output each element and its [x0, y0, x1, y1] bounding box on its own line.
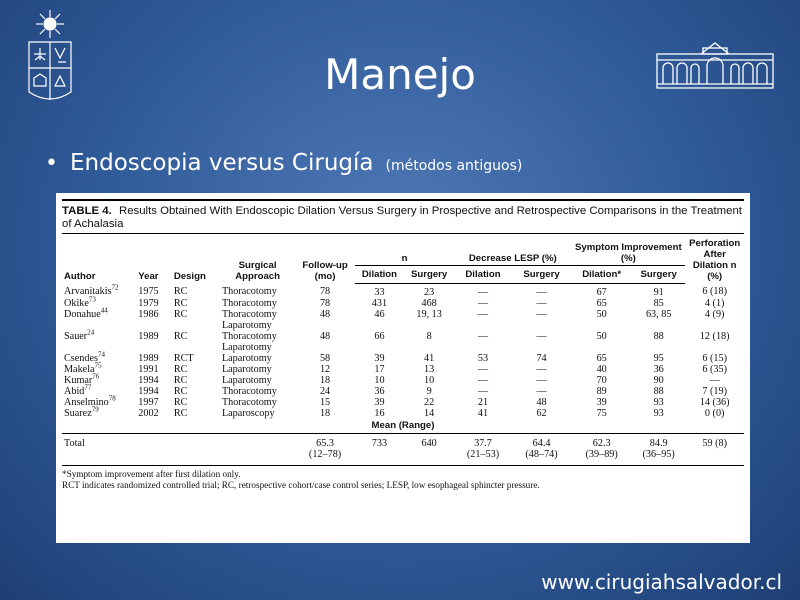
cell-author: Anselmino$^{78}$ — [64, 394, 116, 408]
cell-lesp-surg: — — [536, 286, 547, 298]
table-footnote — [62, 466, 744, 491]
bullet-dot-icon: • — [45, 151, 58, 176]
cell-author: Kumar$^{76}$ — [64, 372, 100, 386]
cell-year: 1989 — [138, 352, 159, 364]
cell-n-surg: 22 — [424, 396, 435, 408]
cell-n-surg: 13 — [424, 363, 435, 375]
cell-sym-dil: 67 — [596, 286, 607, 298]
table-label: TABLE 4. — [62, 205, 112, 217]
total-label: Total — [64, 437, 85, 449]
footnote-abbreviations: RCT indicates randomized controlled trial; RC, retrospective cohort/case control series; LESP, low esophageal sphincter pressure. — [62, 479, 540, 490]
cell-lesp-surg: 48 — [536, 396, 547, 408]
cell-author: Makela$^{75}$ — [64, 361, 102, 375]
cell-n-dil: 39 — [374, 352, 385, 364]
cell-n-dil: 33 — [374, 286, 385, 298]
header-n-group: n — [355, 234, 454, 266]
cell-lesp-surg: 62 — [536, 407, 547, 419]
total-symptom-dilation: 62.3 (39–89) — [585, 437, 618, 460]
header-lesp-dilation: Dilation — [454, 265, 512, 283]
cell-approach: Thoracotomy — [221, 286, 277, 297]
cell-sym-surg: 88 — [653, 385, 664, 397]
bullet-sub-text: (métodos antiguos) — [385, 158, 523, 174]
cell-n-dil: 66 — [374, 330, 385, 342]
total-symptom-surgery: 84.9 (36–95) — [642, 437, 675, 460]
cell-lesp-surg: — — [536, 374, 547, 386]
cell-perf: 7 (19) — [702, 385, 727, 397]
cell-lesp-dil: — — [477, 363, 489, 375]
cell-sym-dil: 50 — [596, 308, 607, 320]
cell-author: Abid$^{77}$ — [64, 383, 92, 397]
total-n-dilation: 733 — [371, 437, 388, 449]
cell-lesp-surg: — — [536, 330, 547, 342]
cell-sym-dil: 70 — [596, 374, 607, 386]
cell-lesp-dil: — — [477, 286, 489, 298]
table-title: Results Obtained With Endoscopic Dilation Versus Surgery in Prospective and Retrospective Comparisons in the Treatment of Achalasia — [62, 205, 742, 230]
table-row — [62, 353, 744, 364]
cell-n-dil: 17 — [374, 363, 385, 375]
cell-design: RC — [173, 407, 188, 419]
cell-n-surg: 468 — [421, 297, 437, 309]
mean-range-row — [62, 419, 744, 434]
footnote-symptom: *Symptom improvement after first dilation only. — [62, 468, 241, 479]
cell-year: 1991 — [138, 363, 159, 375]
cell-perf: 4 (9) — [704, 308, 725, 320]
cell-followup: 24 — [319, 385, 331, 397]
cell-design: RC — [173, 308, 188, 320]
cell-lesp-dil: 41 — [477, 407, 489, 419]
cell-author: Sauer$^{24}$ — [64, 328, 95, 342]
cell-followup: 18 — [319, 407, 331, 419]
cell-sym-dil: 50 — [596, 330, 607, 342]
cell-design: RCT — [173, 352, 194, 364]
cell-lesp-dil: 21 — [477, 396, 489, 408]
cell-followup: 12 — [319, 363, 331, 375]
cell-year: 1986 — [138, 308, 159, 320]
cell-followup: 18 — [319, 374, 331, 386]
header-followup: Follow-up (mo) — [302, 260, 348, 282]
cell-author: Donahue$^{44}$ — [64, 306, 108, 320]
slide-title: Manejo — [324, 50, 476, 99]
cell-approach: Laparoscopy — [221, 407, 275, 419]
cell-author: Okike$^{73}$ — [64, 295, 96, 309]
cell-followup: 78 — [319, 286, 331, 297]
cell-year: 1994 — [138, 385, 159, 397]
cell-followup: 48 — [319, 308, 331, 320]
table-row — [62, 397, 744, 408]
cell-design: RC — [173, 363, 188, 375]
cell-n-dil: 39 — [374, 396, 385, 408]
cell-sym-surg: 90 — [653, 374, 664, 386]
cell-n-surg: 10 — [424, 374, 435, 386]
cell-approach: Thoracotomy Laparotomy — [221, 308, 277, 331]
cell-perf: 6 (15) — [702, 352, 727, 364]
header-symptom-surgery: Surgery — [632, 265, 685, 283]
cell-sym-surg: 95 — [653, 352, 664, 364]
cell-n-dil: 431 — [371, 297, 388, 309]
cell-sym-surg: 93 — [653, 396, 664, 408]
cell-year: 1994 — [138, 374, 159, 386]
header-symptom-dilation: Dilation* — [571, 265, 632, 283]
cell-year: 1975 — [138, 286, 159, 297]
table-row — [62, 283, 744, 298]
cell-n-surg: 8 — [426, 330, 432, 342]
total-n-surgery: 640 — [421, 437, 437, 449]
cell-sym-surg: 88 — [653, 330, 664, 342]
cell-design: RC — [173, 374, 188, 386]
cell-lesp-surg: — — [536, 385, 547, 397]
cell-lesp-surg: — — [536, 363, 547, 375]
cell-n-dil: 16 — [374, 407, 385, 419]
cell-perf: — — [709, 374, 720, 386]
mean-range-label: Mean (Range) — [62, 419, 744, 434]
cell-lesp-dil: — — [477, 297, 489, 309]
cell-sym-dil: 65 — [596, 297, 607, 309]
total-row — [62, 433, 744, 465]
table-caption — [62, 199, 744, 233]
cell-sym-dil: 75 — [596, 407, 607, 419]
cell-design: RC — [173, 330, 188, 342]
cell-year: 1997 — [138, 396, 159, 408]
results-table — [62, 233, 744, 466]
cell-lesp-surg: — — [536, 308, 547, 320]
cell-approach: Thoracotomy — [221, 297, 277, 309]
cell-sym-surg: 63, 85 — [645, 308, 672, 320]
table-row — [62, 375, 744, 386]
cell-n-dil: 36 — [374, 385, 385, 397]
cell-year: 1979 — [138, 297, 159, 309]
results-table-figure — [56, 193, 750, 543]
cell-approach: Thoracotomy Laparotomy — [221, 330, 277, 353]
cell-design: RC — [173, 396, 188, 408]
header-n-surgery: Surgery — [404, 265, 454, 283]
total-lesp-surgery: 64.4 (48–74) — [525, 437, 558, 460]
cell-design: RC — [173, 297, 188, 309]
bullet-item — [45, 150, 522, 176]
cell-design: RC — [173, 385, 188, 397]
cell-lesp-dil: — — [477, 308, 489, 320]
cell-followup: 78 — [319, 297, 331, 309]
cell-lesp-surg: 74 — [536, 352, 547, 364]
cell-approach: Laparotomy — [221, 363, 272, 375]
cell-perf: 6 (35) — [702, 363, 727, 375]
header-symptom-group: Symptom Improvement (%) — [571, 234, 685, 266]
cell-year: 2002 — [138, 407, 159, 419]
cell-lesp-dil: 53 — [477, 352, 489, 364]
header-year: Year — [138, 271, 159, 282]
cell-lesp-surg: — — [536, 297, 547, 309]
cell-n-dil: 46 — [374, 308, 385, 320]
header-approach: Surgical Approach — [235, 260, 280, 282]
cell-followup: 15 — [319, 396, 331, 408]
cell-author: Csendes$^{74}$ — [64, 350, 105, 364]
header-author: Author — [64, 271, 96, 282]
cell-followup: 48 — [319, 330, 331, 342]
bullet-main-text: Endoscopia versus Cirugía — [69, 150, 374, 176]
cell-n-surg: 14 — [424, 407, 435, 419]
cell-author: Suarez$^{79}$ — [64, 405, 99, 419]
cell-sym-surg: 36 — [653, 363, 664, 375]
cell-approach: Thoracotomy — [221, 385, 277, 397]
cell-followup: 58 — [319, 352, 331, 364]
cell-n-dil: 10 — [374, 374, 385, 386]
table-row — [62, 386, 744, 397]
table-body — [62, 283, 744, 465]
cell-sym-surg: 93 — [653, 407, 664, 419]
cell-perf: 14 (36) — [699, 396, 730, 408]
cell-perf: 6 (18) — [702, 286, 727, 297]
table-row — [62, 331, 744, 353]
cell-perf: 4 (1) — [704, 297, 725, 309]
cell-sym-dil: 40 — [596, 363, 607, 375]
cell-lesp-dil: — — [477, 374, 489, 386]
table-row — [62, 298, 744, 309]
cell-perf: 0 (0) — [704, 407, 725, 419]
cell-year: 1989 — [138, 330, 159, 342]
total-lesp-dilation: 37.7 (21–53) — [466, 437, 500, 460]
cell-sym-surg: 85 — [653, 297, 664, 309]
table-row — [62, 408, 744, 419]
cell-approach: Laparotomy — [221, 352, 272, 364]
cell-sym-dil: 65 — [596, 352, 607, 364]
total-perforation: 59 (8) — [702, 437, 727, 449]
cell-author: Arvanitakis$^{72}$ — [64, 283, 119, 297]
cell-n-surg: 23 — [424, 286, 435, 298]
header-n-dilation: Dilation — [355, 265, 404, 283]
cell-approach: Laparotomy — [221, 374, 272, 386]
table-row — [62, 309, 744, 331]
total-followup: 65.3 (12–78) — [308, 437, 342, 460]
footer-url: www.cirugiahsalvador.cl — [541, 570, 782, 594]
cell-design: RC — [173, 286, 188, 297]
cell-perf: 12 (18) — [699, 330, 730, 342]
header-design: Design — [173, 271, 206, 282]
cell-lesp-dil: — — [477, 385, 489, 397]
cell-sym-dil: 89 — [596, 385, 607, 397]
header-lesp-group: Decrease LESP (%) — [454, 234, 571, 266]
cell-approach: Thoracotomy — [221, 396, 277, 408]
cell-n-surg: 41 — [424, 352, 435, 364]
cell-sym-dil: 39 — [596, 396, 607, 408]
cell-n-surg: 19, 13 — [416, 308, 442, 320]
cell-sym-surg: 91 — [653, 286, 664, 298]
cell-n-surg: 9 — [426, 385, 432, 397]
table-row — [62, 364, 744, 375]
cell-lesp-dil: — — [477, 330, 489, 342]
header-perforation: Perforation After Dilation n (%) — [689, 238, 741, 282]
header-lesp-surgery: Surgery — [512, 265, 572, 283]
